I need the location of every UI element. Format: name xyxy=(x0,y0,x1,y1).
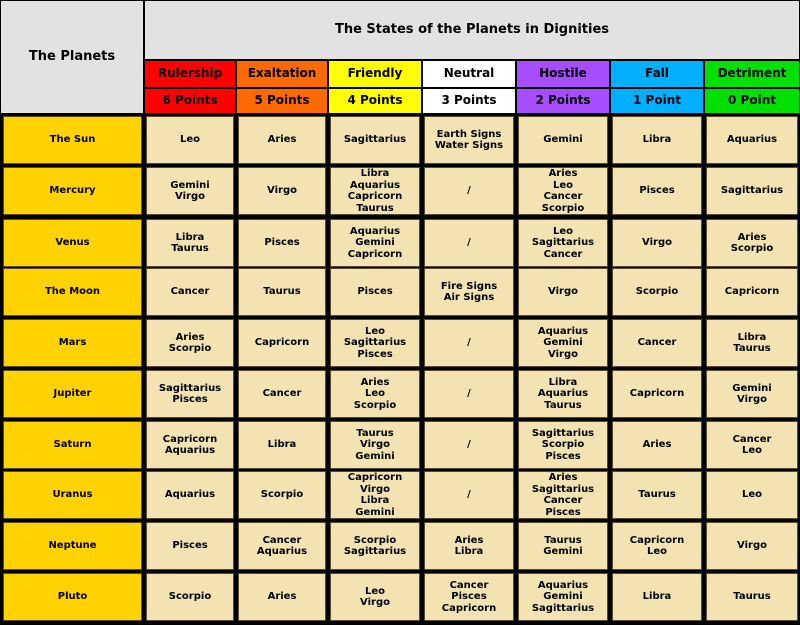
dignity-cell: Scorpio xyxy=(238,471,326,519)
dignity-cell: Capricorn Aquarius xyxy=(146,421,234,469)
dignity-cell: Scorpio xyxy=(146,573,234,621)
dignity-cell: Taurus Virgo Gemini xyxy=(330,421,420,469)
dignity-cell: Sagittarius xyxy=(330,116,420,164)
dignity-cell: Leo xyxy=(706,471,798,519)
state-points-exaltation: 5 Points xyxy=(237,89,327,113)
state-header-detriment: Detriment xyxy=(705,61,799,87)
state-header-rulership: Rulership xyxy=(145,61,235,87)
dignity-cell: Pisces xyxy=(146,522,234,570)
dignity-cell: Pisces xyxy=(612,167,702,215)
dignity-cell: Aries Scorpio xyxy=(146,319,234,367)
dignity-cell: Capricorn Virgo Libra Gemini xyxy=(330,471,420,519)
dignity-cell: Gemini xyxy=(518,116,608,164)
dignity-cell: Aries Scorpio xyxy=(706,219,798,267)
dignity-cell: / xyxy=(424,471,514,519)
dignity-cell: Leo Virgo xyxy=(330,573,420,621)
dignity-cell: Gemini Virgo xyxy=(146,167,234,215)
dignity-cell: Cancer xyxy=(146,268,234,316)
dignity-cell: Aries Libra xyxy=(424,522,514,570)
dignity-cell: Aries xyxy=(238,573,326,621)
dignity-cell: Libra xyxy=(612,116,702,164)
state-points-detriment: 0 Point xyxy=(705,89,799,113)
dignity-cell: Libra Taurus xyxy=(146,219,234,267)
state-header-hostile: Hostile xyxy=(517,61,609,87)
state-points-friendly: 4 Points xyxy=(329,89,421,113)
dignity-cell: Libra Aquarius Capricorn Taurus xyxy=(330,167,420,215)
state-points-hostile: 2 Points xyxy=(517,89,609,113)
dignity-cell: Virgo xyxy=(612,219,702,267)
planet-pluto: Pluto xyxy=(3,573,142,621)
dignity-cell: Sagittarius xyxy=(706,167,798,215)
table-title: The States of the Planets in Dignities xyxy=(145,1,799,59)
dignity-cell: Libra Aquarius Taurus xyxy=(518,370,608,418)
planet-mercury: Mercury xyxy=(3,167,142,215)
dignity-cell: Scorpio Sagittarius xyxy=(330,522,420,570)
dignity-cell: Scorpio xyxy=(612,268,702,316)
dignity-cell: Aries Leo Scorpio xyxy=(330,370,420,418)
dignity-cell: Leo Sagittarius Pisces xyxy=(330,319,420,367)
dignity-cell: Aquarius Gemini Sagittarius xyxy=(518,573,608,621)
dignity-cell: Leo xyxy=(146,116,234,164)
planet-venus: Venus xyxy=(3,219,142,267)
dignity-cell: Leo Sagittarius Cancer xyxy=(518,219,608,267)
dignity-cell: Aries Sagittarius Cancer Pisces xyxy=(518,471,608,519)
dignity-cell: Capricorn xyxy=(706,268,798,316)
dignity-cell: / xyxy=(424,319,514,367)
dignity-cell: Fire Signs Air Signs xyxy=(424,268,514,316)
dignity-cell: Aquarius Gemini Virgo xyxy=(518,319,608,367)
dignity-cell: / xyxy=(424,370,514,418)
dignity-cell: Aquarius xyxy=(706,116,798,164)
state-points-rulership: 6 Points xyxy=(145,89,235,113)
dignity-cell: Virgo xyxy=(518,268,608,316)
state-points-neutral: 3 Points xyxy=(423,89,515,113)
dignity-cell: Taurus xyxy=(238,268,326,316)
dignity-cell: Virgo xyxy=(238,167,326,215)
dignity-cell: Taurus Gemini xyxy=(518,522,608,570)
dignity-cell: Cancer Leo xyxy=(706,421,798,469)
planet-saturn: Saturn xyxy=(3,421,142,469)
dignity-cell: Aries Leo Cancer Scorpio xyxy=(518,167,608,215)
dignity-cell: Aquarius xyxy=(146,471,234,519)
dignity-cell: Libra xyxy=(612,573,702,621)
dignity-cell: Taurus xyxy=(612,471,702,519)
dignity-cell: Aries xyxy=(612,421,702,469)
planet-the-sun: The Sun xyxy=(3,116,142,164)
state-header-fall: Fall xyxy=(611,61,703,87)
dignity-cell: Capricorn Leo xyxy=(612,522,702,570)
dignity-cell: Virgo xyxy=(706,522,798,570)
dignity-cell: Sagittarius Scorpio Pisces xyxy=(518,421,608,469)
dignity-cell: / xyxy=(424,421,514,469)
dignity-cell: Cancer Pisces Capricorn xyxy=(424,573,514,621)
dignity-cell: Taurus xyxy=(706,573,798,621)
dignity-cell: Cancer Aquarius xyxy=(238,522,326,570)
dignity-cell: Aries xyxy=(238,116,326,164)
dignity-cell: Gemini Virgo xyxy=(706,370,798,418)
dignity-cell: Pisces xyxy=(330,268,420,316)
planet-uranus: Uranus xyxy=(3,471,142,519)
dignity-cell: Libra xyxy=(238,421,326,469)
planet-the-moon: The Moon xyxy=(3,268,142,316)
dignity-cell: Sagittarius Pisces xyxy=(146,370,234,418)
planet-jupiter: Jupiter xyxy=(3,370,142,418)
dignity-cell: Aquarius Gemini Capricorn xyxy=(330,219,420,267)
dignity-cell: Cancer xyxy=(612,319,702,367)
dignity-cell: Capricorn xyxy=(238,319,326,367)
state-header-friendly: Friendly xyxy=(329,61,421,87)
dignity-cell: / xyxy=(424,167,514,215)
state-points-fall: 1 Point xyxy=(611,89,703,113)
state-header-exaltation: Exaltation xyxy=(237,61,327,87)
dignity-cell: / xyxy=(424,219,514,267)
dignity-cell: Capricorn xyxy=(612,370,702,418)
planet-mars: Mars xyxy=(3,319,142,367)
planet-neptune: Neptune xyxy=(3,522,142,570)
state-header-neutral: Neutral xyxy=(423,61,515,87)
dignity-cell: Pisces xyxy=(238,219,326,267)
dignity-cell: Cancer xyxy=(238,370,326,418)
dignity-cell: Libra Taurus xyxy=(706,319,798,367)
dignity-cell: Earth Signs Water Signs xyxy=(424,116,514,164)
planets-column-header: The Planets xyxy=(1,1,143,113)
